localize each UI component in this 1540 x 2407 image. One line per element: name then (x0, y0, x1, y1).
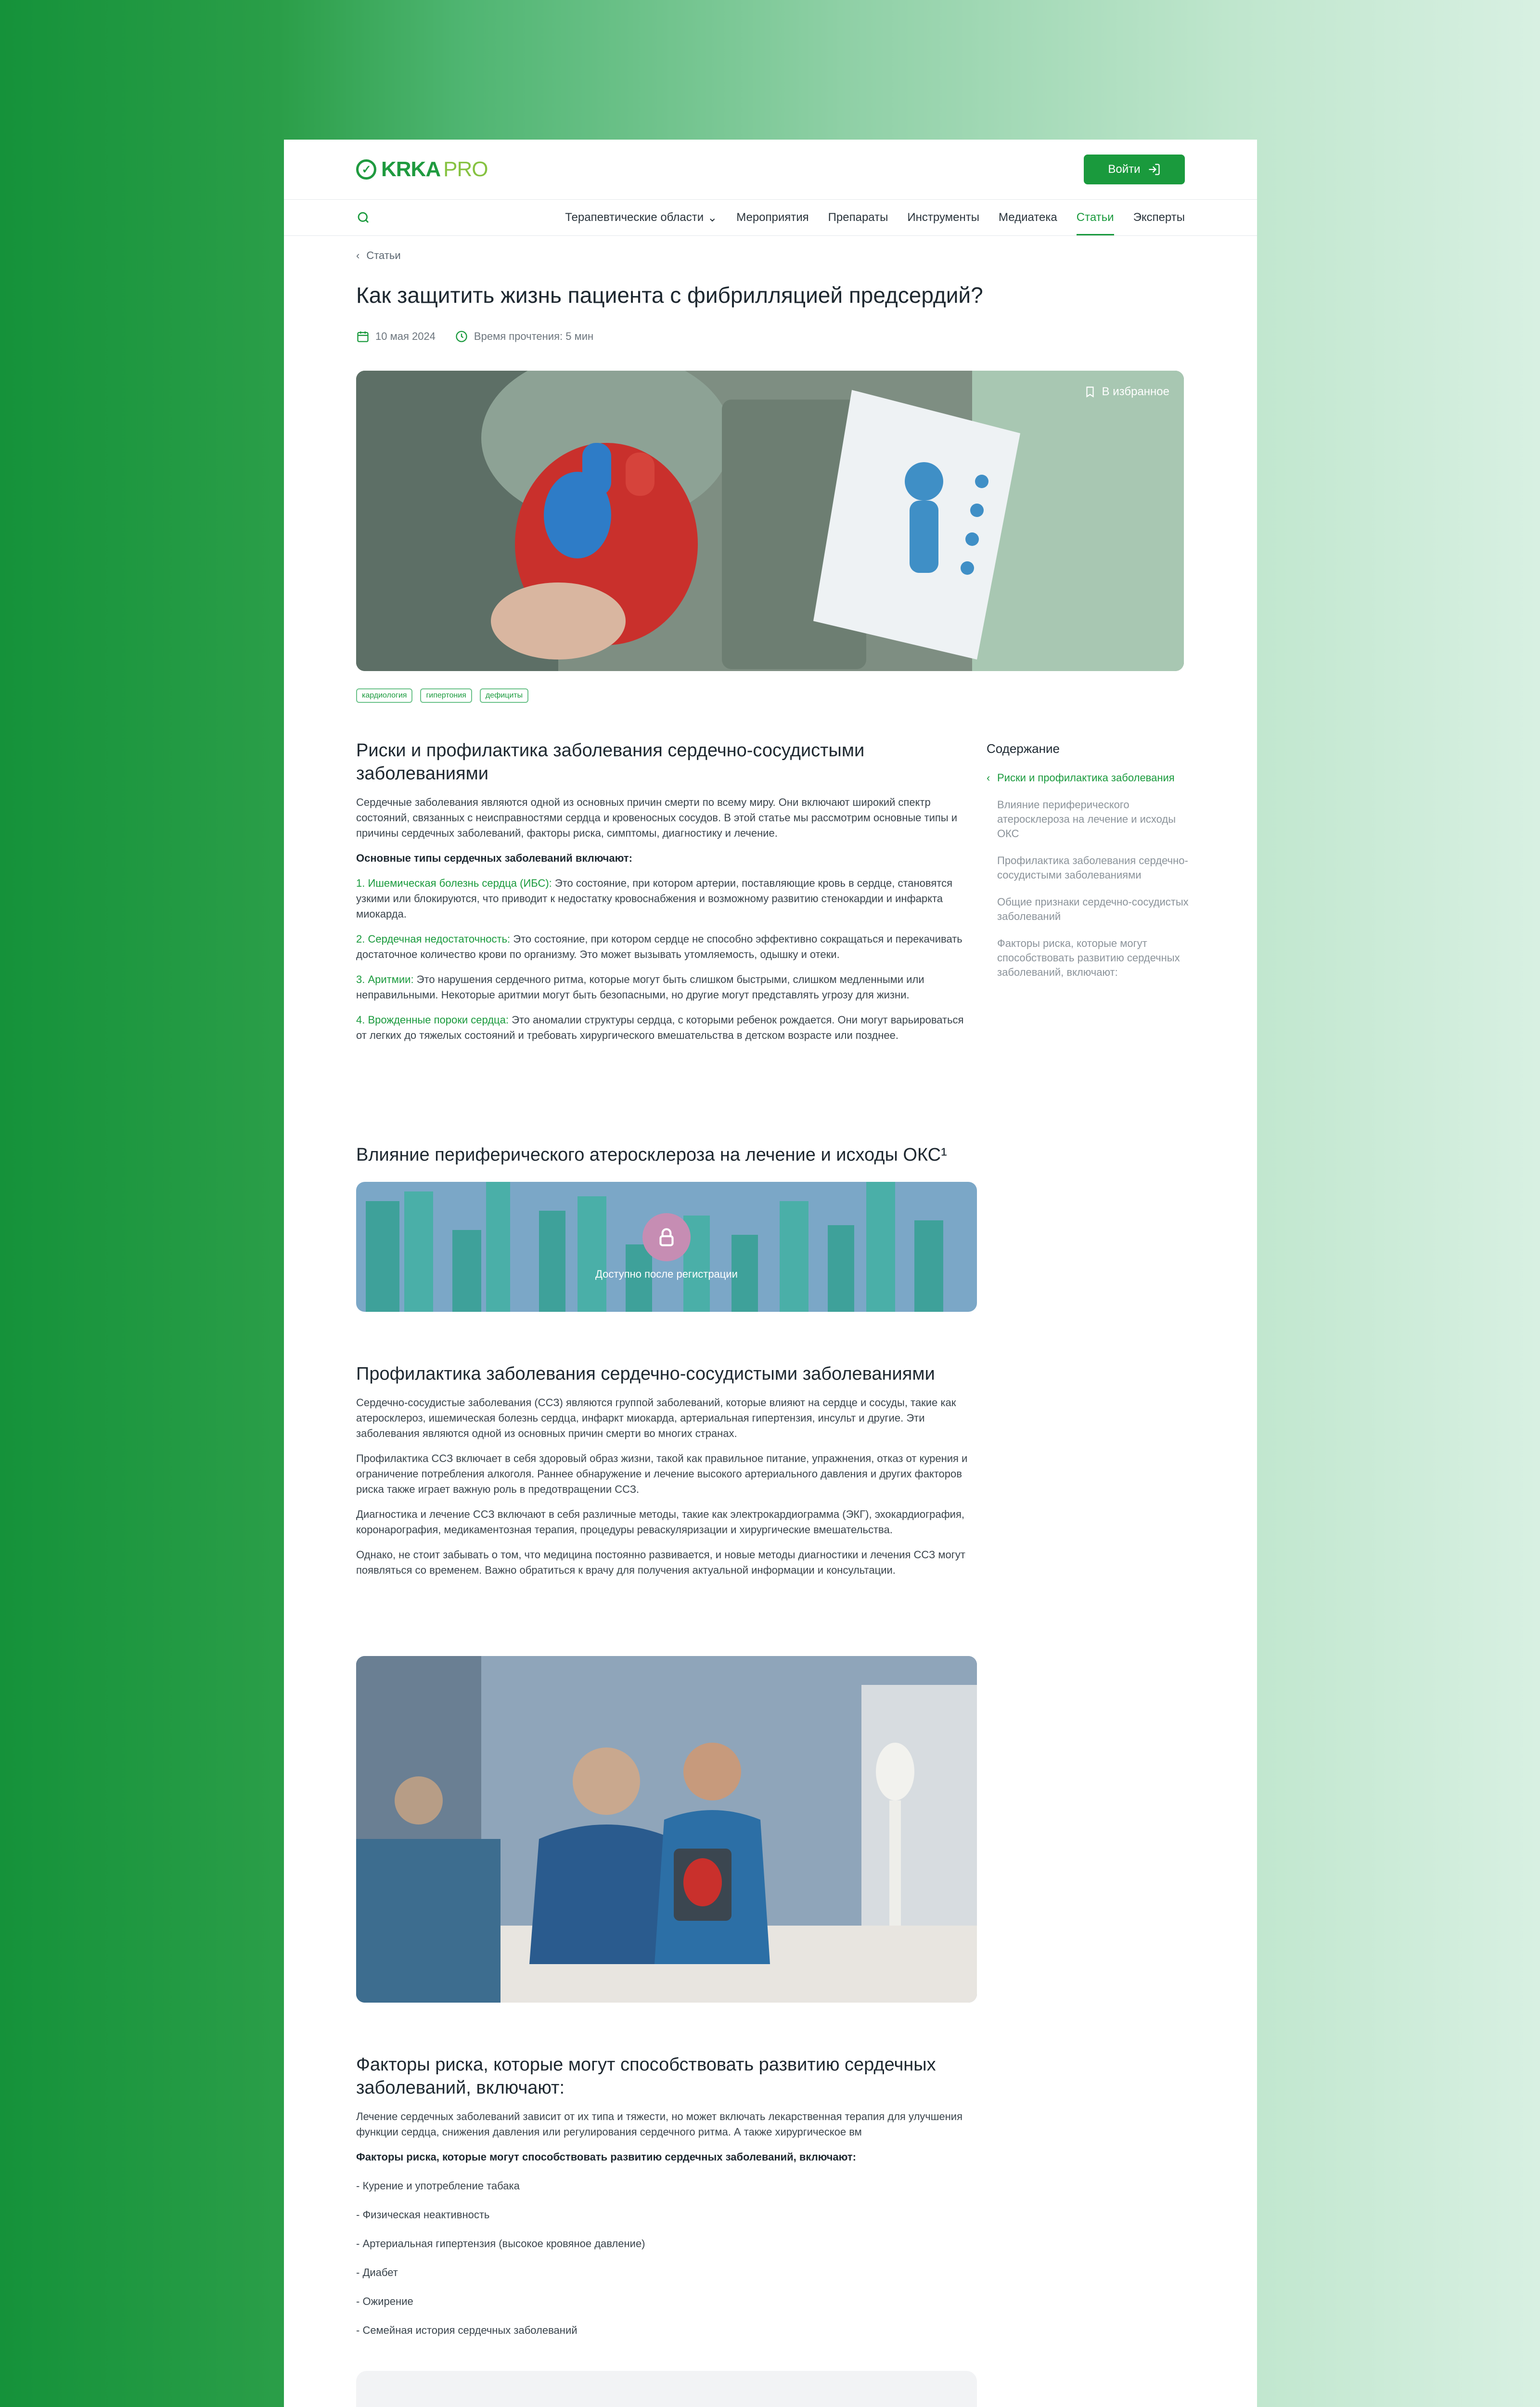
toc-item[interactable]: Профилактика заболевания сердечно-сосудистыми заболеваниями (997, 854, 1188, 881)
nav-item[interactable] (828, 211, 888, 225)
tag[interactable]: гипертония (420, 688, 472, 703)
nav-item-label: Статьи (1076, 211, 1114, 224)
nav-item-label: Препараты (828, 211, 888, 224)
section-4 (356, 2053, 977, 2338)
favorite-label: В избранное (1102, 385, 1169, 398)
chevron-down-icon: ⌄ (707, 211, 718, 224)
lock-icon (642, 1213, 691, 1261)
term-text: Это состояние, при котором сердце не способно эффективно сокращаться и перекачивать достаточное количество крови по организму. Это может вызывать утомляемость, одышку и отеки. (356, 933, 962, 960)
bold-text: Факторы риска, которые могут способствовать развитию сердечных заболеваний, включают: (356, 2151, 856, 2163)
toc-items (987, 771, 1189, 980)
toc-item[interactable]: Влияние периферического атеросклероза на лечение и исходы ОКС (997, 799, 1176, 840)
section-title: Профилактика заболевания сердечно-сосудистыми заболеваниями (356, 1364, 935, 1384)
list-item: - Диабет (356, 2266, 398, 2278)
login-button[interactable] (1084, 155, 1185, 184)
lock-overlay (356, 1182, 977, 1312)
read-time: Время прочтения: 5 мин (474, 330, 594, 342)
term-link[interactable]: 4. Врожденные пороки сердца: (356, 1014, 509, 1026)
list-item: - Ожирение (356, 2295, 413, 2307)
paragraph: Сердечно-сосудистые заболевания (ССЗ) являются группой заболеваний, которые влияют на сердце и сосуды, такие как атеросклероз, ишемическая болезнь сердца, инфаркт миокарда, артериальная гипертензия, инсульт и другие. Эти заболевания являются одной из основных причин смерти во многих странах. (356, 1397, 956, 1439)
paragraph: Лечение сердечных заболеваний зависит от их типа и тяжести, но может включать лекарственная терапия для улучшения функции сердца, снижения давления или регулирования сердечного ритма. А также хирургическое вм (356, 2110, 962, 2138)
list-item: - Физическая неактивность (356, 2209, 490, 2221)
logo-text: KRKA (381, 157, 441, 181)
paragraph: Сердечные заболевания являются одной из основных причин смерти по всему миру. Они включают широкий спектр состояний, связанных с неисправностями сердца и кровеносных сосудов. В этой статье мы рассмотрим основные типы и причины сердечных заболеваний, факторы риска, симптомы, диагностику и лечение. (356, 796, 957, 839)
date-item (356, 330, 436, 343)
toc-item[interactable]: Общие признаки сердечно-сосудистых заболеваний (997, 896, 1189, 922)
locked-content[interactable] (356, 1182, 977, 1312)
login-label: Войти (1108, 163, 1141, 176)
article-date: 10 мая 2024 (375, 330, 436, 342)
favorite-button[interactable] (1084, 385, 1169, 399)
calendar-icon (356, 330, 370, 343)
nav-item-label: Мероприятия (736, 211, 809, 224)
nav-item[interactable] (565, 211, 717, 225)
term-text: Это нарушения сердечного ритма, которые могут быть слишком быстрыми, слишком медленными или неправильными. Некоторые аритмии могут быть безопасными, но другие могут представлять угрозу для жизни. (356, 973, 924, 1001)
article-meta (356, 330, 593, 343)
list-paragraph (356, 972, 977, 1003)
risk-factors-list (356, 2178, 977, 2338)
chevron-left-icon: ‹ (356, 249, 360, 261)
nav-item-label: Терапевтические области (565, 211, 704, 224)
section-title: Факторы риска, которые могут способствовать развитию сердечных заболеваний, включают: (356, 2055, 936, 2098)
signs-box (356, 2371, 977, 2407)
list-item: - Курение и употребление табака (356, 2180, 520, 2192)
bookmark-icon (1084, 386, 1096, 398)
breadcrumb[interactable] (356, 249, 401, 262)
article-body (356, 739, 977, 1043)
paragraph: Профилактика ССЗ включает в себя здоровый образ жизни, такой как правильное питание, упражнения, отказ от курения и ограничение потребления алкоголя. Раннее обнаружение и лечение высокого артериального давления и других факторов риска также играет важную роль в предотвращении ССЗ. (356, 1452, 968, 1495)
list-paragraph (356, 932, 977, 962)
section-title: Риски и профилактика заболевания сердечно-сосудистыми заболеваниями (356, 740, 865, 784)
page-title: Как защитить жизнь пациента с фибрилляцией предсердий? (356, 283, 983, 308)
header (284, 140, 1257, 200)
logo[interactable] (356, 157, 488, 181)
list-paragraph (356, 876, 977, 922)
paragraph: Однако, не стоит забывать о том, что медицина постоянно развивается, и новые методы диагностики и лечения ССЗ могут появляться со временем. Важно обратиться к врачу для получения актуальной информации и консультации. (356, 1549, 965, 1576)
paragraph (356, 851, 977, 866)
nav-item-label: Медиатека (999, 211, 1057, 224)
toc-item[interactable]: ‹ Риски и профилактика заболевания (987, 771, 1189, 785)
term-text: Это состояние, при котором артерии, поставляющие кровь в сердце, становятся узкими или блокируются, что приводит к недостатку кровоснабжения и возможному развитию стенокардии и инфаркта миокарда. (356, 877, 952, 920)
section-2 (356, 1143, 977, 1166)
toc-title: Содержание (987, 741, 1060, 756)
term-link[interactable]: 3. Аритмии: (356, 973, 414, 985)
krka-logo-icon: ✓ (356, 159, 376, 180)
login-icon (1147, 163, 1161, 176)
term-link[interactable]: 1. Ишемическая болезнь сердца (ИБС): (356, 877, 552, 889)
nav-item[interactable] (1133, 211, 1185, 225)
breadcrumb-label: Статьи (366, 249, 401, 261)
list-item: - Артериальная гипертензия (высокое кровяное давление) (356, 2238, 645, 2250)
main-nav (284, 200, 1257, 236)
tag-list (356, 688, 528, 703)
tag[interactable]: кардиология (356, 688, 412, 703)
table-of-contents (987, 741, 1189, 992)
nav-item[interactable] (999, 211, 1057, 225)
nav-item[interactable] (907, 211, 979, 225)
read-time-item (455, 330, 593, 343)
nav-items (565, 211, 1185, 225)
toc-item[interactable]: Факторы риска, которые могут способствовать развитию сердечных заболеваний, включают: (997, 937, 1180, 978)
search-icon[interactable] (356, 210, 371, 225)
hero-image (356, 371, 1184, 671)
tag[interactable]: дефициты (480, 688, 528, 703)
section-title: Влияние периферического атеросклероза на лечение и исходы ОКС¹ (356, 1145, 947, 1165)
term-link[interactable]: 2. Сердечная недостаточность: (356, 933, 511, 945)
nav-item-label: Эксперты (1133, 211, 1185, 224)
clock-icon (455, 330, 468, 343)
paragraph: Диагностика и лечение ССЗ включают в себя различные методы, такие как электрокардиограмма (ЭКГ), эхокардиография, коронарография, медикаментозная терапия, процедуры реваскуляризации и хирургические вмешательства. (356, 1508, 965, 1536)
nav-item[interactable] (736, 211, 808, 225)
hero-illustration (356, 371, 1184, 671)
locked-label: Доступно после регистрации (595, 1268, 738, 1280)
bold-text: Основные типы сердечных заболеваний включают: (356, 852, 632, 864)
term-text: Это аномалии структуры сердца, с которыми ребенок рождается. Они могут варьироваться от легких до тяжелых состояний и требовать хирургического вмешательства в детском возрасте или позднее. (356, 1014, 964, 1041)
clinic-photo (356, 1656, 977, 2003)
list-item: - Семейная история сердечных заболеваний (356, 2324, 578, 2336)
section-3 (356, 1362, 977, 1578)
page (284, 140, 1257, 2407)
logo-pro-text: PRO (443, 157, 488, 181)
nav-item[interactable] (1077, 211, 1114, 225)
heart-types-list (356, 876, 977, 1043)
nav-item-label: Инструменты (907, 211, 980, 224)
paragraph (356, 2149, 977, 2165)
list-paragraph (356, 1012, 977, 1043)
clinic-illustration (356, 1656, 977, 2003)
